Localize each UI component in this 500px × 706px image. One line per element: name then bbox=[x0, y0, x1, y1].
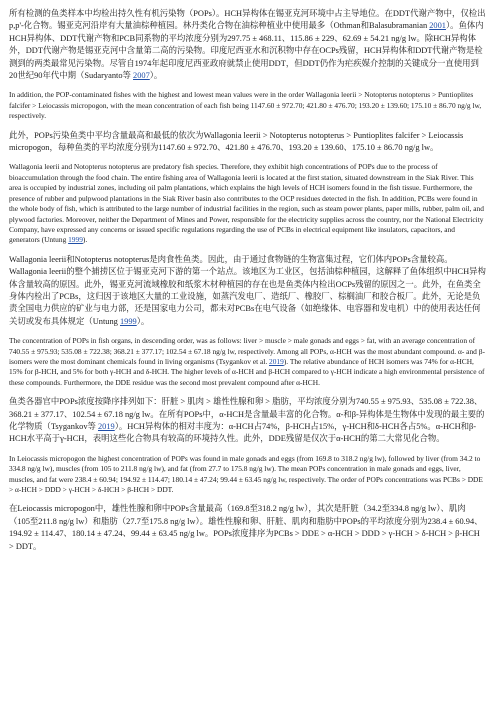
citation-link[interactable]: 2007 bbox=[133, 71, 150, 81]
citation-link[interactable]: 2019 bbox=[97, 422, 115, 431]
citation-link[interactable]: 2001 bbox=[429, 21, 446, 31]
paragraph-en-2: In addition, the POP-contaminated fishes with the highest and lowest mean values were in the order Wallagonia leerii > Notopterus notopterus > Puntioplites falcifer > Leiocassis micropogon, with the mean concentration of each fish being 1147.60 ± 972.70; 421.80 ± 476.70; 193.20 ± 139.60; 175.10 ± 86.70 ng/g lw, respectively. bbox=[9, 90, 482, 121]
citation-link[interactable]: 1999 bbox=[119, 316, 137, 326]
paragraph-zh-3: Wallagonia leerii和Notopterus notopterus是肉食性鱼类。因此，由于通过食物链的生物富集过程，它们体内POPs含量较高。Wallagonia leerii的整个捕捞区位于锡亚克河下游的第一个站点。该地区为工业区，包括油棕种植园，这解释了鱼体组织中HCH异构体含量较高的原因。此外，锡亚克河流域橡胶和纸浆木材种植园的存在也是鱼类体内检出OCPs残留的原因之一。此外，在鱼类全身体内检出了PCBs，这归因于该地区大量的工业设施，如蒸汽发电厂、造纸厂、橡胶厂、棕榈油厂和胶合板厂。此外，无论是负责全国电力供应的矿业与电力部，还是国家电力公司，都未对PCBs在电气设备（如绝缘体、电容器和发电机）中的使用表达任何关切或发布具体规定（Untung 1999）。 bbox=[9, 254, 486, 326]
paragraph-zh-5: 在Leiocassis micropogon中，雄性性腺和卵中POPs含量最高（169.8至318.2 ng/g lw），其次是肝脏（34.2至334.8 ng/g lw）、肌肉（105至211.8 ng/g lw）和脂肪（27.7至175.8 ng/g lw）。雄性性腺和卵、肝脏、肌肉和脂肪中POPs的平均浓度分别为238.4 ± 60.94、194.92 ± 114.47、180.14 ± 47.24、99.44 ± 63.45 ng/g lw。POPs浓度排序为PCBs > DDE > α-HCH > DDD > γ-HCH > δ-HCH > β-HCH > DDT。 bbox=[9, 504, 483, 551]
citation-link[interactable]: 2019 bbox=[269, 356, 284, 366]
paragraph-en-4: The concentration of POPs in fish organs, in descending order, was as follows: liver > muscle > male gonads and eggs > fat, with an average concentration of 740.55 ± 975.93; 535.08 ± 722.38; 368.21 ± 377.17; 102.54 ± 67.18 ng/g lw, respectively. Among all POPs, α-HCH was the most abundant compound. α- and β-isomers were the most dominant chemicals found in living organisms (Tsygankov et al. 2019). The relative abundance of HCH isomers was 74% for α-HCH, 15% for β-HCH, and 5% for both γ-HCH and δ-HCH. The higher levels of α-HCH and β-HCH compared to γ-HCH indicate a high environmental persistence of these compounds. Furthermore, the DDE residue was the second most prevalent compound after α-HCH. bbox=[9, 336, 485, 387]
citation-link[interactable]: 1999 bbox=[68, 235, 83, 245]
paragraph-zh-2: 此外，POPs污染鱼类中平均含量最高和最低的依次为Wallagonia leerii > Notopterus notopterus > Puntioplites falcifer > Leiocassis micropogon，每种鱼类的平均浓度分别为1147.60 ± 972.70、421.80 ± 476.70、193.20 ± 139.60、175.10 ± 86.70 ng/g lw。 bbox=[9, 130, 464, 153]
paragraph-en-5: In Leiocassis micropogon the highest concentration of POPs was found in male gonads and eggs (from 169.8 to 318.2 ng/g lw), followed by liver (from 34.2 to 334.8 ng/g lw), muscles (from 105 to 211.8 ng/g lw), and fat (from 27.7 to 175.8 ng/g lw). The mean POPs concentration in male gonads and eggs, liver, muscles, and fat were 238.4 ± 60.94; 194.92 ± 114.47; 180.14 ± 47.24; 99.44 ± 63.45 ng/g lw, respectively. The order of POPs concentrations was PCBs > DDE > α-HCH > DDD > γ-HCH > δ-HCH > β-HCH > DDT. bbox=[9, 453, 483, 495]
paragraph-zh-1: 所有检测的鱼类样本中均检出持久性有机污染物（POPs）。HCH异构体在锡亚克河环境中占主导地位。在DDT代谢产物中，仅检出p,p'-化合物。锡亚克河沿岸有大量油棕种植园。林丹类化合物在油棕种植业中使用最多（Othman和Balasubramanian 2001）。鱼体内HCH异构体、DDT代谢产物和PCB同系物的平均浓度分别为297.75 ± 468.11、115.86 ± 229、62.69 ± 54.21 ng/g lw。除HCH异构体外，DDT代谢产物是锡亚克河中含量第二高的污染物。印度尼西亚水和沉积物中存在OCPs残留，HCH异构体和DDT代谢产物是检测到的两类最常见污染物。尽管自1974年起印度尼西亚政府就禁止使用DDT，但DDT仍作为疟疾媒介控制的关键成分一直使用到20世纪90年代中期（Sudaryanto等 2007）。 bbox=[9, 9, 486, 81]
paragraph-en-3: Wallagonia leerii and Notopterus notopterus are predatory fish species. Therefore, they exhibit high concentrations of POPs due to the process of bioaccumulation through the food chain. The entire fishing area of Wallagonia leerii is located at the first station, situated downstream in the Siak River. This area is occupied by industrial zones, including oil palm plantations, which explains the high levels of HCH isomers found in the fish tissue. Furthermore, the presence of rubber and pulpwood plantations in the Siak River basin also contributes to the OCP residues detected in the fish. In addition, PCBs were found in the whole body of fish, which is attributed to the large number of industrial facilities in the region, such as steam power plants, paper mills, rubber, palm oil, and plywood factories. Moreover, neither the Department of Mines and Power, responsible for the electricity supplies across the country, nor the National Electricity Company, have expressed any concerns or issued specific regulations regarding the use of PCBs in electrical equipment like insulators, capacitors, and generators (Untung 1999). bbox=[9, 162, 484, 245]
paragraph-zh-4: 鱼类各器官中POPs浓度按降序排列如下：肝脏 > 肌肉 > 雄性性腺和卵 > 脂肪，平均浓度分别为740.55 ± 975.93、535.08 ± 722.38、368.21 ± 377.17、102.54 ± 67.18 ng/g lw。在所有POPs中，α-HCH是含量最丰富的化合物。α-和β-异构体是生物体中发现的最主要的化学物质（Tsygankov等 2019）。HCH异构体的相对丰度为：α-HCH占74%，β-HCH占15%，γ-HCH和δ-HCH各占5%。α-HCH和β-HCH水平高于γ-HCH，表明这些化合物具有较高的环境持久性。此外，DDE残留是仅次于α-HCH的第二大常见化合物。 bbox=[9, 397, 485, 444]
